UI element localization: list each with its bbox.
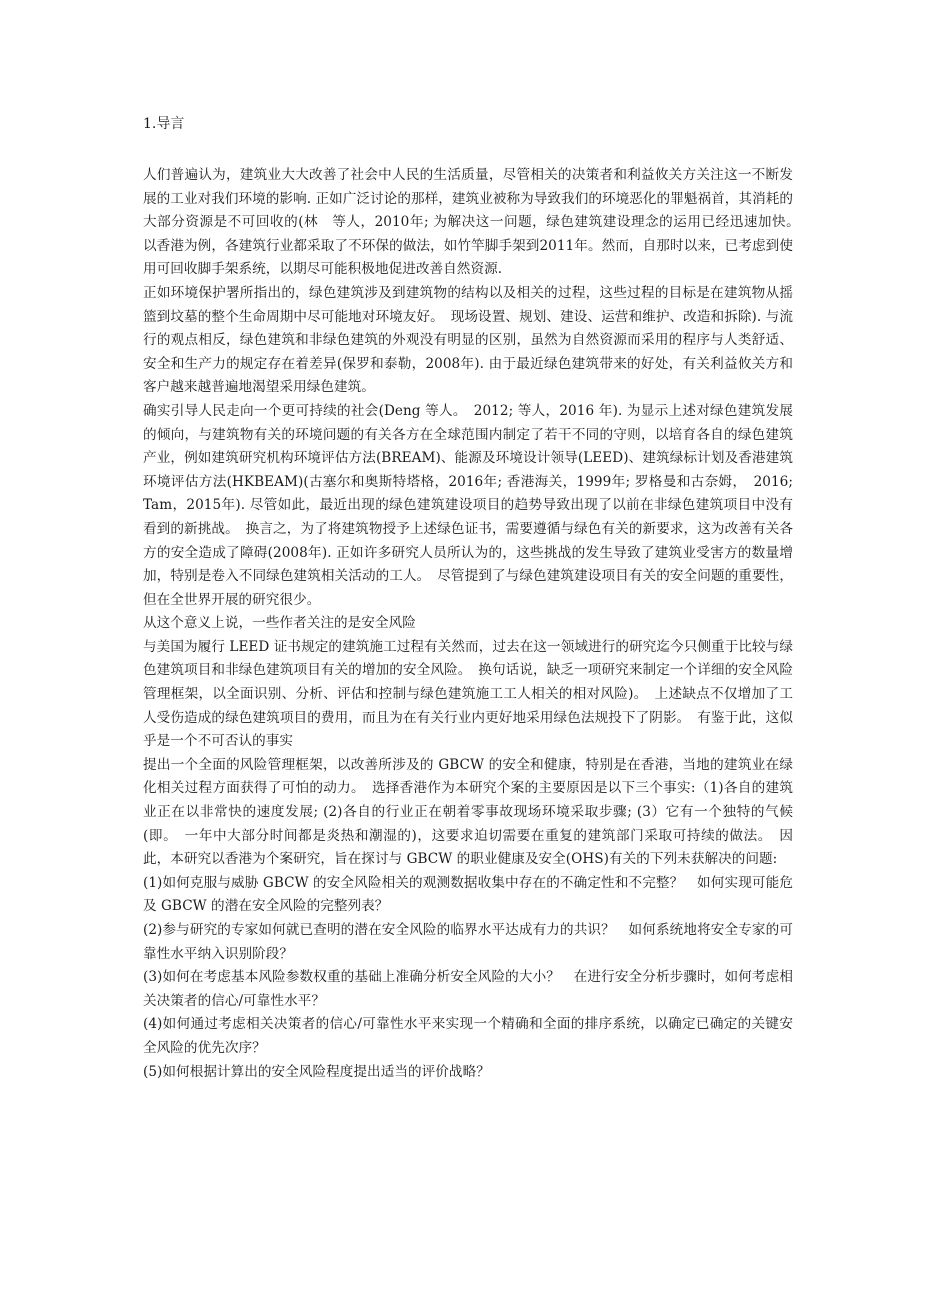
section-heading: 1.导言 <box>143 116 185 132</box>
research-question-2: (2)参与研究的专家如何就已查明的潜在安全风险的临界水平达成有力的共识？ 如何系统地将安全专家的可靠性水平纳入识别阶段？ <box>143 922 793 962</box>
paragraph-rating-systems: 确实引导人民走向一个更可持续的社会(Deng 等人。 2012; 等人，2016 年). 为显示上述对绿色建筑发展的倾向，与建筑物有关的环境问题的有关各方在全球范围内制定了若干不同的守则，以培育各自的绿色建筑产业，例如建筑研究机构环境评估方法(BREAM)、能源及环境设计领导(LEED)、建筑绿标计划及香港建筑环境评估方法(HKBEAM)(古塞尔和奥斯特塔格，2016年; 香港海关，1999年; 罗格曼和古奈姆， 2016; Tam，2015年). 尽管如此，最近出现的绿色建筑建设项目的趋势导致出现了以前在非绿色建筑项目中没有看到的新挑战。 换言之，为了将建筑物授予上述绿色证书，需要遵循与绿色有关的新要求，这为改善有关各方的安全造成了障碍(2008年). 正如许多研究人员所认为的，这些挑战的发生导致了建筑业受害方的数量增加，特别是卷入不同绿色建筑相关活动的工人。 尽管提到了与绿色建筑建设项目有关的安全问题的重要性，但在全世界开展的研究很少。 <box>143 402 793 608</box>
research-question-3: (3)如何在考虑基本风险参数权重的基础上准确分析安全风险的大小？ 在进行安全分析步骤时，如何考虑相关决策者的信心/可靠性水平？ <box>143 969 793 1009</box>
paragraph-intro: 人们普遍认为，建筑业大大改善了社会中人民的生活质量，尽管相关的决策者和利益攸关方关注这一不断发展的工业对我们环境的影响. 正如广泛讨论的那样，建筑业被称为导致我们的环境恶化的罪魁祸首，其消耗的大部分资源是不可回收的(林 等人，2010年; 为解决这一问题，绿色建筑建设理念的运用已经迅速加快。 以香港为例，各建筑行业都采取了不环保的做法，如竹竿脚手架到2011年。然而，自那时以来，已考虑到使用可回收脚手架系统，以期尽可能积极地促进改善自然资源. <box>143 167 807 278</box>
paragraph-green-building-definition: 正如环境保护署所指出的，绿色建筑涉及到建筑物的结构以及相关的过程，这些过程的目标是在建筑物从摇篮到坟墓的整个生命周期中尽可能地对环境友好。 现场设置、规划、建设、运营和维护、改造和拆除). 与流行的观点相反，绿色建筑和非绿色建筑的外观没有明显的区别，虽然为自然资源而采用的程序与人类舒适、安全和生产力的规定存在着差异(保罗和泰勒，2008年). 由于最近绿色建筑带来的好处，有关利益攸关方和客户越来越普遍地渴望采用绿色建筑。 <box>143 284 793 396</box>
research-question-4: (4)如何通过考虑相关决策者的信心/可靠性水平来实现一个精确和全面的排序系统，以确定已确定的关键安全风险的优先次序？ <box>143 1016 793 1056</box>
paragraph-safety-risk-focus: 从这个意义上说，一些作者关注的是安全风险 <box>143 615 416 632</box>
research-question-1: (1)如何克服与威胁 GBCW 的安全风险相关的观测数据收集中存在的不确定性和不完整？ 如何实现可能危及 GBCW 的潜在安全风险的完整列表？ <box>143 874 793 915</box>
paragraph-research-gap: 与美国为履行 LEED 证书规定的建筑施工过程有关然而，过去在这一领域进行的研究迄今只侧重于比较与绿色建筑项目和非绿色建筑项目有关的增加的安全风险。 换句话说，缺乏一项研究来制定一个详细的安全风险管理框架，以全面识别、分析、评估和控制与绿色建筑施工工人相关的相对风险)。 上述缺点不仅增加了工人受伤造成的绿色建筑项目的费用，而且为在有关行业内更好地采用绿色法规投下了阴影。 有鉴于此，这似乎是一个不可否认的事实 <box>143 638 793 750</box>
document-page <box>143 112 807 1084</box>
paragraph-hong-kong-case: 提出一个全面的风险管理框架，以改善所涉及的 GBCW 的安全和健康，特别是在香港，当地的建筑业在绿化相关过程方面获得了可怕的动力。 选择香港作为本研究个案的主要原因是以下三个事实:（1)各自的建筑业正在以非常快的速度发展; (2)各自的行业正在朝着零事故现场环境采取步骤; (3）它有一个独特的气候(即。 一年中大部分时间都是炎热和潮湿的)，这要求迫切需要在重复的建筑部门采取可持续的做法。 因此，本研究以香港为个案研究，旨在探讨与 GBCW 的职业健康及安全(OHS)有关的下列未获解决的问题: <box>143 756 793 868</box>
research-question-5: (5)如何根据计算出的安全风险程度提出适当的评价战略？ <box>143 1063 490 1080</box>
